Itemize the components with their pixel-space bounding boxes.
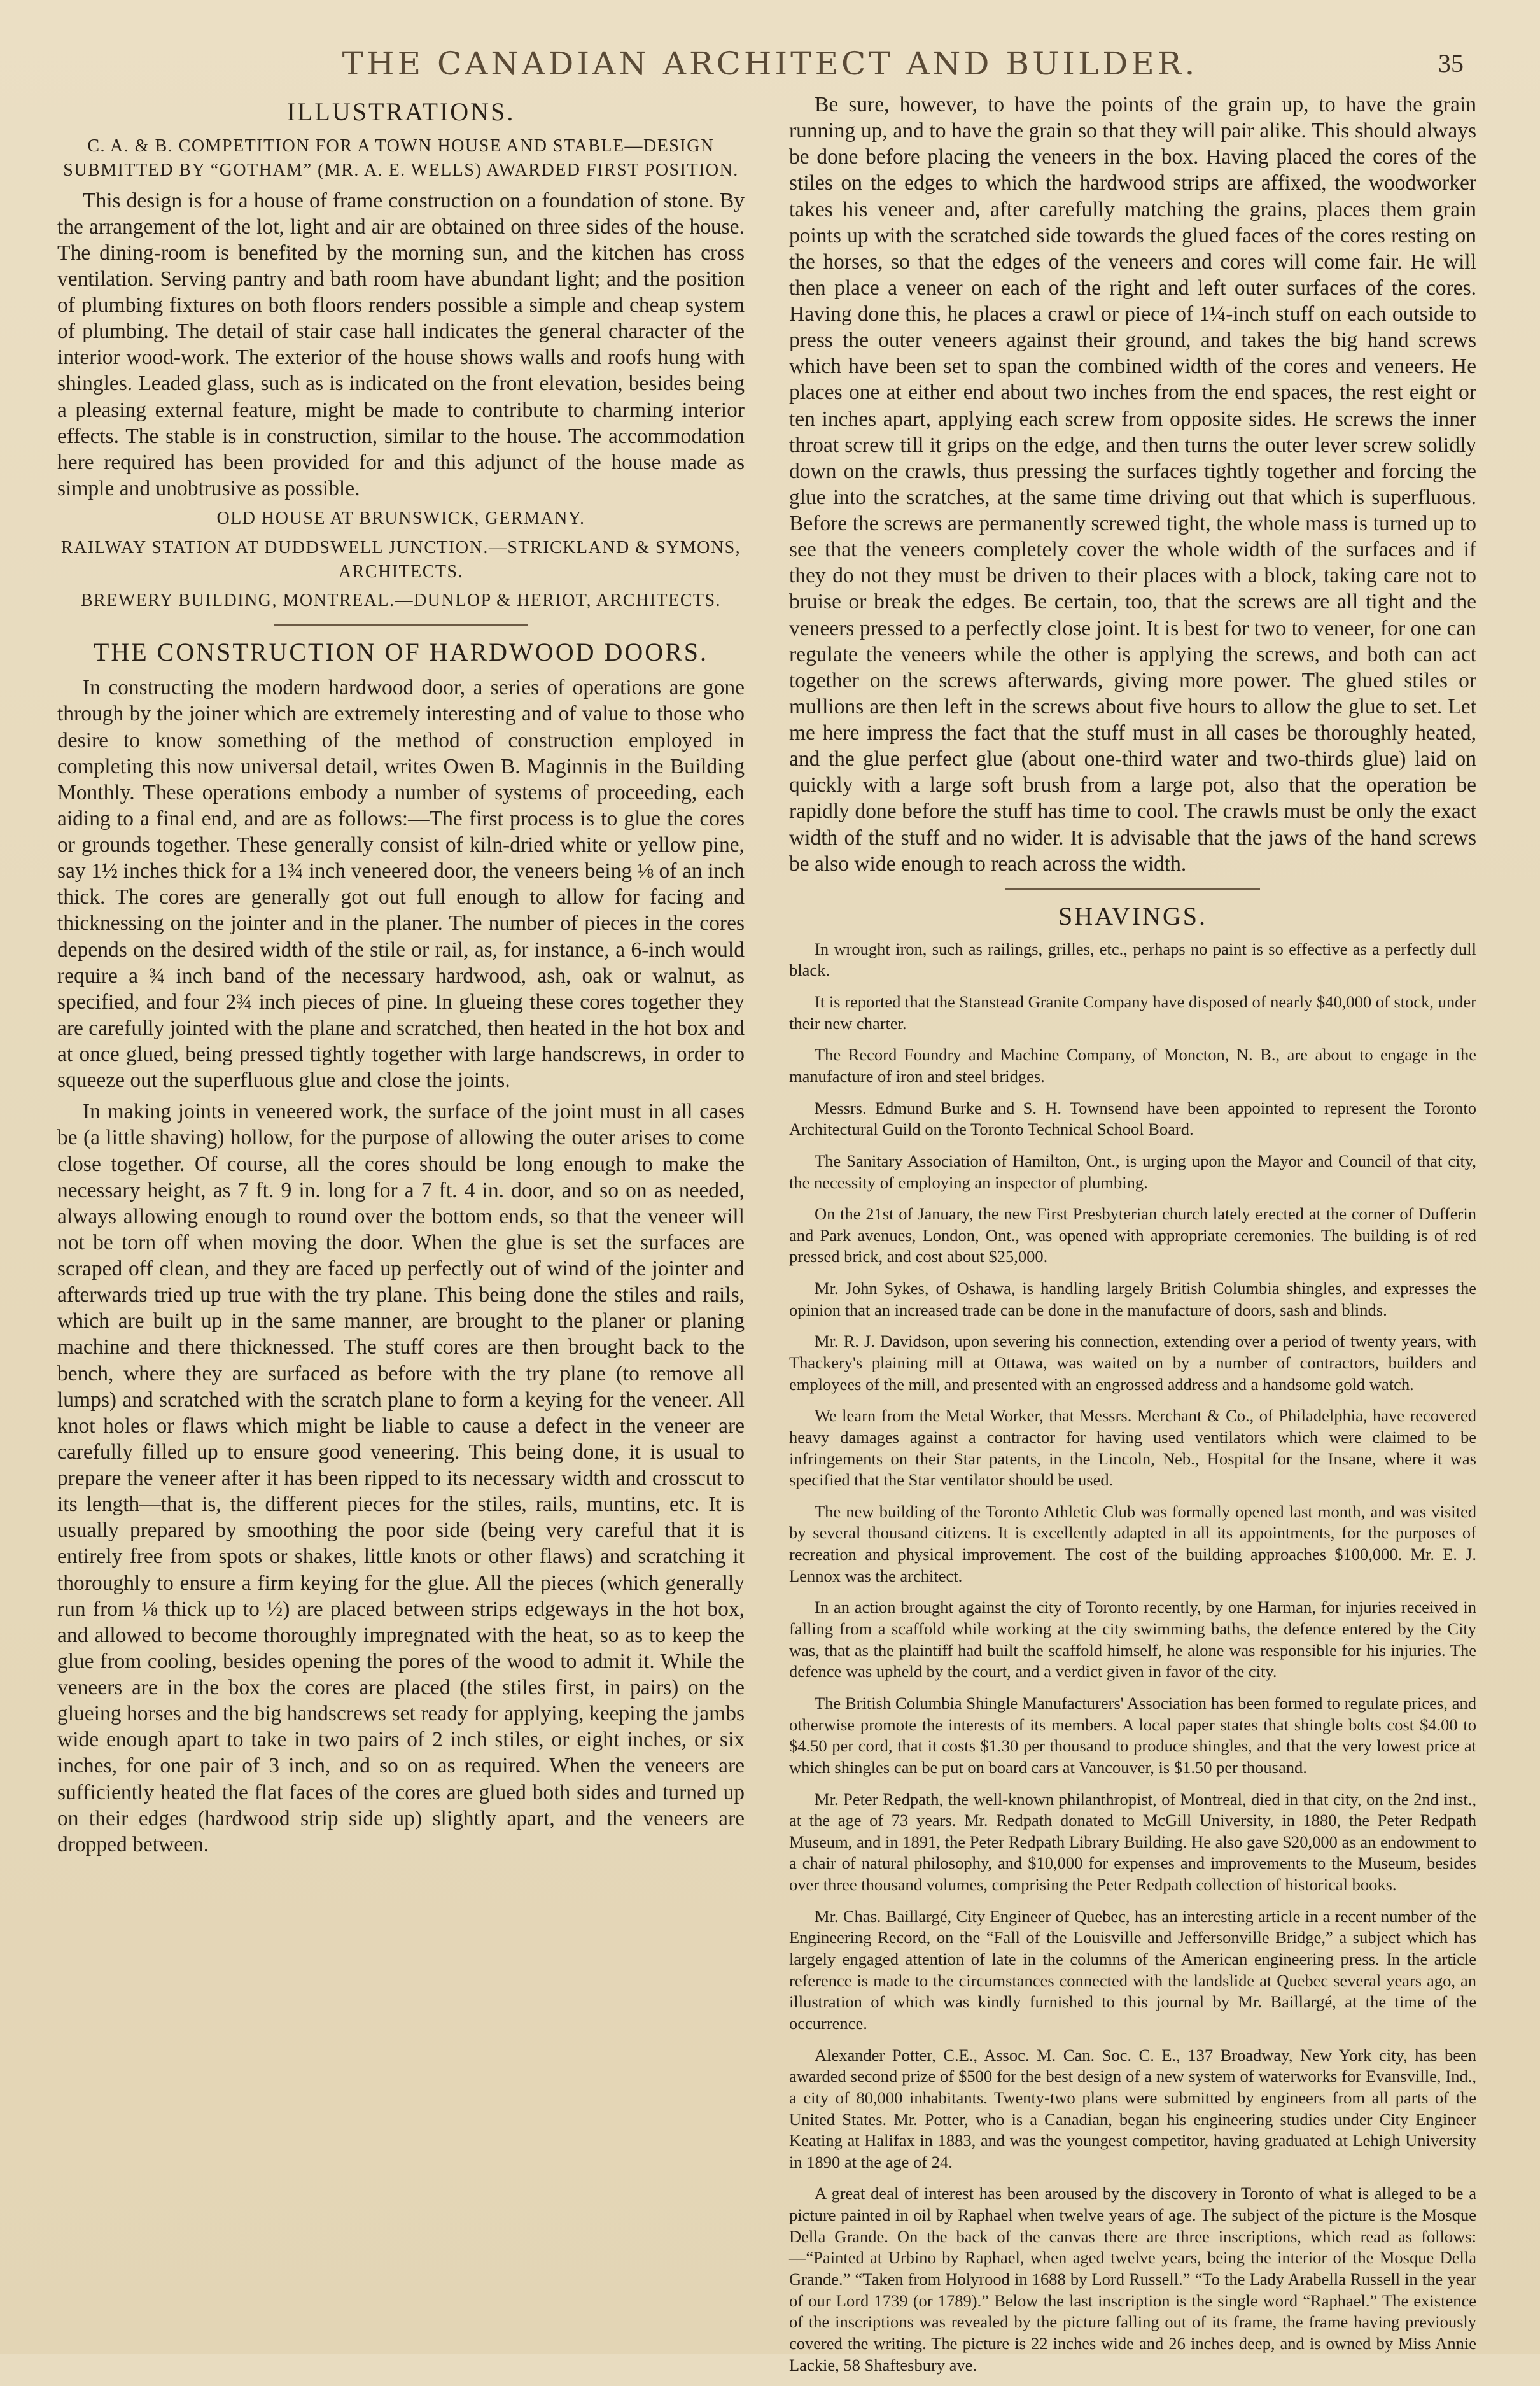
shaving-item: A great deal of interest has been aroused by the discovery in Toronto of what is alleged to be a picture painted in oil by Raphael when twelve years of age. The subject of the picture is the Mosque Della Grande. On the back of the canvas there are three inscriptions, which read as follows:—“Painted at Urbino by Raphael, when aged twelve years, being the interior of the Mosque Della Grande.” “Taken from Holyrood in 1688 by Lord Russell.” “To the Lady Arabella Russell in the year of our Lord 1739 (or 1789).” Below the last inscription is the single word “Raphael.” The existence of the inscriptions was revealed by the picture falling out of its frame, the frame having previously covered the writing. The picture is 22 inches wide and 26 inches deep, and is owned by Miss Annie Lackie, 58 Shaftesbury ave. <box>789 2184 1476 2375</box>
article-paragraph: In making joints in veneered work, the surface of the joint must in all cases be (a little shaving) hollow, for the purpose of allowing the outer arises to come close together. Of course, all the cores should be long enough to make the necessary height, as 7 ft. 9 in. long for a 7 ft. 4 in. door, and so on as needed, always allowing enough to round over the bottom ends, so that the veneer will not be torn off when moving the door. When the glue is set the surfaces are scraped off clean, and they are faced up perfectly out of wind of the jointer and afterwards tried up true with the try plane. This being done the stiles and rails, which are built up in the same manner, are brought to the planer or planing machine and there thicknessed. The stuff cores are then brought back to the bench, where they are surfaced as before with the try plane (to remove all lumps) and scratched with the scratch plane to form a keying for the veneer. All knot holes or flaws which might be liable to cause a defect in the veneer are carefully filled up to ensure good veneering. This being done, it is usual to prepare the veneer after it has been ripped to its necessary width and crosscut to its length—that is, the different pieces for the stiles, rails, muntins, etc. It is usually prepared by smoothing the poor side (being very careful that it is entirely free from spots or shakes, little knots or other flaws) and scratching it thoroughly to ensure a firm keying for the glue. All the pieces (which generally run from ⅛ thick up to ½) are placed between strips edgeways in the hot box, and allowed to become thoroughly impregnated with the heat, so as to keep the glue from cooling, besides opening the pores of the wood to admit it. While the veneers are in the box the cores are placed (the stiles first, in pairs) on the glueing horses and the big handscrews set ready for applying, keeping the jambs wide enough apart to take in two pairs of 2 inch stiles, or eight inches, or six inches, for one pair of 3 inch, and so on as required. When the veneers are sufficiently heated the flat faces of the cores are glued both sides and turned up on their edges (hardwood strip side up) slightly apart, and the veneers are dropped between. <box>57 1100 745 1856</box>
right-column <box>789 92 1476 2386</box>
shaving-item: The new building of the Toronto Athletic Club was formally opened last month, and was visited by several thousand citizens. It is excellently adapted in all its appointments, for the purposes of recreation and physical improvement. The cost of the building approaches $100,000. Mr. E. J. Lennox was the architect. <box>789 1501 1476 1585</box>
caption-brewery: BREWERY BUILDING, MONTREAL.—DUNLOP & HERIOT, ARCHITECTS. <box>80 591 722 611</box>
competition-text-block <box>57 188 745 502</box>
shaving-item: In wrought iron, such as railings, grilles, etc., perhaps no paint is so effective as a perfectly dull black. <box>789 939 1476 980</box>
section-divider <box>1005 888 1260 890</box>
article-heading: THE CONSTRUCTION OF HARDWOOD DOORS. <box>93 638 709 667</box>
shaving-item: Alexander Potter, C.E., Assoc. M. Can. Soc. C. E., 137 Broadway, New York city, has been awarded second prize of $500 for the best design of a new system of waterworks for Evansville, Ind., a city of 80,000 inhabitants. Twenty-two plans were submitted by engineers from all parts of the United States. Mr. Potter, who is a Canadian, began his engineering studies under City Engineer Keating at Halifax in 1883, and was the youngest competitor, having graduated at Lehigh University in 1890 at the age of 24. <box>789 2045 1476 2172</box>
page-header <box>57 45 1483 83</box>
shaving-item: The British Columbia Shingle Manufacturers' Association has been formed to regulate prices, and otherwise promote the interests of its members. A local paper states that shingle bolts cost $4.00 to $4.50 per cord, that it costs $1.30 per thousand to produce shingles, and that the very lowest price at which shingles can be put on board cars at Vancouver, is $1.50 per thousand. <box>789 1693 1476 1777</box>
article-paragraph: In constructing the modern hardwood door, a series of operations are gone through by the joiner which are extremely interesting and of value to those who desire to know something of the method of construction employed in completing this now universal detail, writes Owen B. Maginnis in the Building Monthly. These operations embody a number of systems of proceeding, each aiding to a final end, and are as follows:—The first process is to glue the cores or grounds together. These generally consist of kiln-dried white or yellow pine, say 1½ inches thick for a 1¾ inch veneered door, the veneers being ⅛ of an inch thick. The cores are generally got out full enough to allow for facing and thicknessing on the jointer and in the planer. The number of pieces in the cores depends on the desired width of the stile or rail, as, for instance, a 6-inch would require a ¾ inch band of the necessary hardwood, ash, oak or walnut, as specified, and four 2¾ inch pieces of pine. In glueing these cores together they are carefully jointed with the plane and scratched, then heated in the hot box and at once glued, being pressed tightly together with large handscrews, in order to squeeze out the superfluous glue and close the joints. <box>57 676 745 1093</box>
columns <box>57 92 1483 2386</box>
shaving-item: Mr. Peter Redpath, the well-known philanthropist, of Montreal, died in that city, on the 2nd inst., at the age of 73 years. Mr. Redpath donated to McGill University, in 1880, the Peter Redpath Museum, and in 1891, the Peter Redpath Library Building. He also gave $20,000 as an endowment to a chair of natural philosophy, and $10,000 for expenses and improvements to the Museum, besides over three thousand volumes, comprising the Peter Redpath collection of historical books. <box>789 1789 1476 1895</box>
shaving-item: Mr. Chas. Baillargé, City Engineer of Quebec, has an interesting article in a recent number of the Engineering Record, on the “Fall of the Louisville and Jeffersonville Bridge,” a subject which has largely engaged attention of late in the columns of the American engineering press. In the article reference is made to the circumstances connected with the landslide at Quebec several years ago, an illustration of which was kindly furnished to this journal by Mr. Baillargé, at the time of the occurrence. <box>789 1906 1476 2033</box>
article-paragraph: Be sure, however, to have the points of the grain up, to have the grain running up, and to have the grain so that they will pair alike. This should always be done before placing the veneers in the box. Having placed the cores of the stiles on the edges to which the hardwood strips are affixed, the woodworker takes his veneer and, after carefully matching the grains, places them grain points up with the scratched side towards the glued faces of the cores resting on the horses, so that the edges of the veneers and cores will come fair. He will then place a veneer on each of the right and left outer surfaces of the cores. Having done this, he places a crawl or piece of 1¼-inch stuff on each outside to press the outer veneers against their ground, and takes the big hand screws which have been set to span the combined width of the cores and veneers. He places one at either end about two inches from the end spaces, the rest eight or ten inches apart, applying each screw from opposite sides. He screws the inner throat screw till it grips on the edge, and then turns the outer lever screw solidly down on the crawls, thus pressing the surfaces tightly together and forcing the glue into the scratches, at the same time driving out that which is superfluous. Before the screws are permanently screwed tight, the whole mass is turned up to see that the veneers completely cover the whole width of the surfaces and if they do not they must be driven to their places with a block, taking care not to bruise or break the edges. Be certain, too, that the screws are all tight and the veneers pressed to a perfectly close joint. It is best for two to veneer, for one can regulate the veneers while the other is applying the screws, and both can act together on the screws afterwards, giving more power. The glued stiles or mullions are then left in the screws about five hours to allow the glue to set. Let me here impress the fact that the stuff must in all cases be thoroughly heated, and the glue perfect glue (about one-third water and two-thirds glue) laid on quickly with a large soft brush from a large pot, also that the operation be rapidly done before the stuff has time to cool. The crawls must be only the exact width of the stuff and no wider. It is advisable that the jaws of the hand screws be also wide enough to reach across the width. <box>789 93 1476 876</box>
caption-old-house: OLD HOUSE AT BRUNSWICK, GERMANY. <box>216 509 585 529</box>
shaving-item: The Sanitary Association of Hamilton, Ont., is urging upon the Mayor and Council of that city, the necessity of employing an inspector of plumbing. <box>789 1151 1476 1192</box>
shaving-item: The Record Foundry and Machine Company, of Moncton, N. B., are about to engage in the manufacture of iron and steel bridges. <box>789 1045 1476 1086</box>
shaving-item: We learn from the Metal Worker, that Messrs. Merchant & Co., of Philadelphia, have recovered heavy damages against a contractor for having used ventilators which were claimed to be infringements on their Star patents, in the Lincoln, Neb., Hospital for the Insane, where it was specified that the Star ventilator should be used. <box>789 1406 1476 1490</box>
shaving-item: On the 21st of January, the new First Presbyterian church lately erected at the corner of Dufferin and Park avenues, London, Ont., was opened with appropriate ceremonies. The building is of red pressed brick, and cost about $25,000. <box>789 1204 1476 1267</box>
shaving-item: Mr. R. J. Davidson, upon severing his connection, extending over a period of twenty years, with Thackery's plaining mill at Ottawa, was waited on by a number of contractors, builders and employees of the mill, and presented with an engrossed address and a handsome gold watch. <box>789 1331 1476 1394</box>
caption-railway: RAILWAY STATION AT DUDDSWELL JUNCTION.—STRICKLAND & SYMONS, ARCHITECTS. <box>60 537 741 582</box>
shavings-list <box>789 939 1476 2376</box>
masthead: THE CANADIAN ARCHITECT AND BUILDER. <box>342 45 1198 82</box>
page-number: 35 <box>1438 49 1464 78</box>
competition-caption: C. A. & B. COMPETITION FOR A TOWN HOUSE AND STABLE—DESIGN SUBMITTED BY “GOTHAM” (MR. A. E. WELLS) AWARDED FIRST POSITION. <box>63 136 739 180</box>
left-column <box>57 92 745 2386</box>
shavings-heading: SHAVINGS. <box>1058 901 1208 930</box>
shaving-item: It is reported that the Stanstead Granite Company have disposed of nearly $40,000 of stock, under their new charter. <box>789 992 1476 1033</box>
article-body-left <box>57 675 745 1858</box>
article-body-right <box>789 92 1476 877</box>
competition-text: This design is for a house of frame construction on a foundation of stone. By the arrangement of the lot, light and air are obtained on three sides of the house. The dining-room is benefited by the morning sun, and the kitchen has cross ventilation. Serving pantry and bath room have abundant light; and the position of plumbing fixtures on both floors renders possible a simple and cheap system of plumbing. The detail of stair case hall indicates the general character of the interior wood-work. The exterior of the house shows walls and roofs hung with shingles. Leaded glass, such as is indicated on the front elevation, besides being a pleasing external feature, might be made to contribute to charming interior effects. The stable is in construction, similar to the house. The accommodation here required has been provided for and this adjunct of the house made as simple and unobtrusive as possible. <box>57 188 745 500</box>
illustrations-heading: ILLUSTRATIONS. <box>286 97 515 126</box>
shaving-item: Messrs. Edmund Burke and S. H. Townsend have been appointed to represent the Toronto Architectural Guild on the Toronto Technical School Board. <box>789 1098 1476 1139</box>
section-divider <box>274 624 528 626</box>
shaving-item: Mr. John Sykes, of Oshawa, is handling largely British Columbia shingles, and expresses the opinion that an increased trade can be done in the manufacture of doors, sash and blinds. <box>789 1279 1476 1319</box>
shaving-item: In an action brought against the city of Toronto recently, by one Harman, for injuries received in falling from a scaffold while working at the city swimming baths, the defence entered by the City was, that as the plaintiff had built the scaffold himself, he alone was responsible for his injuries. The defence was upheld by the court, and a verdict given in favor of the city. <box>789 1597 1476 1681</box>
